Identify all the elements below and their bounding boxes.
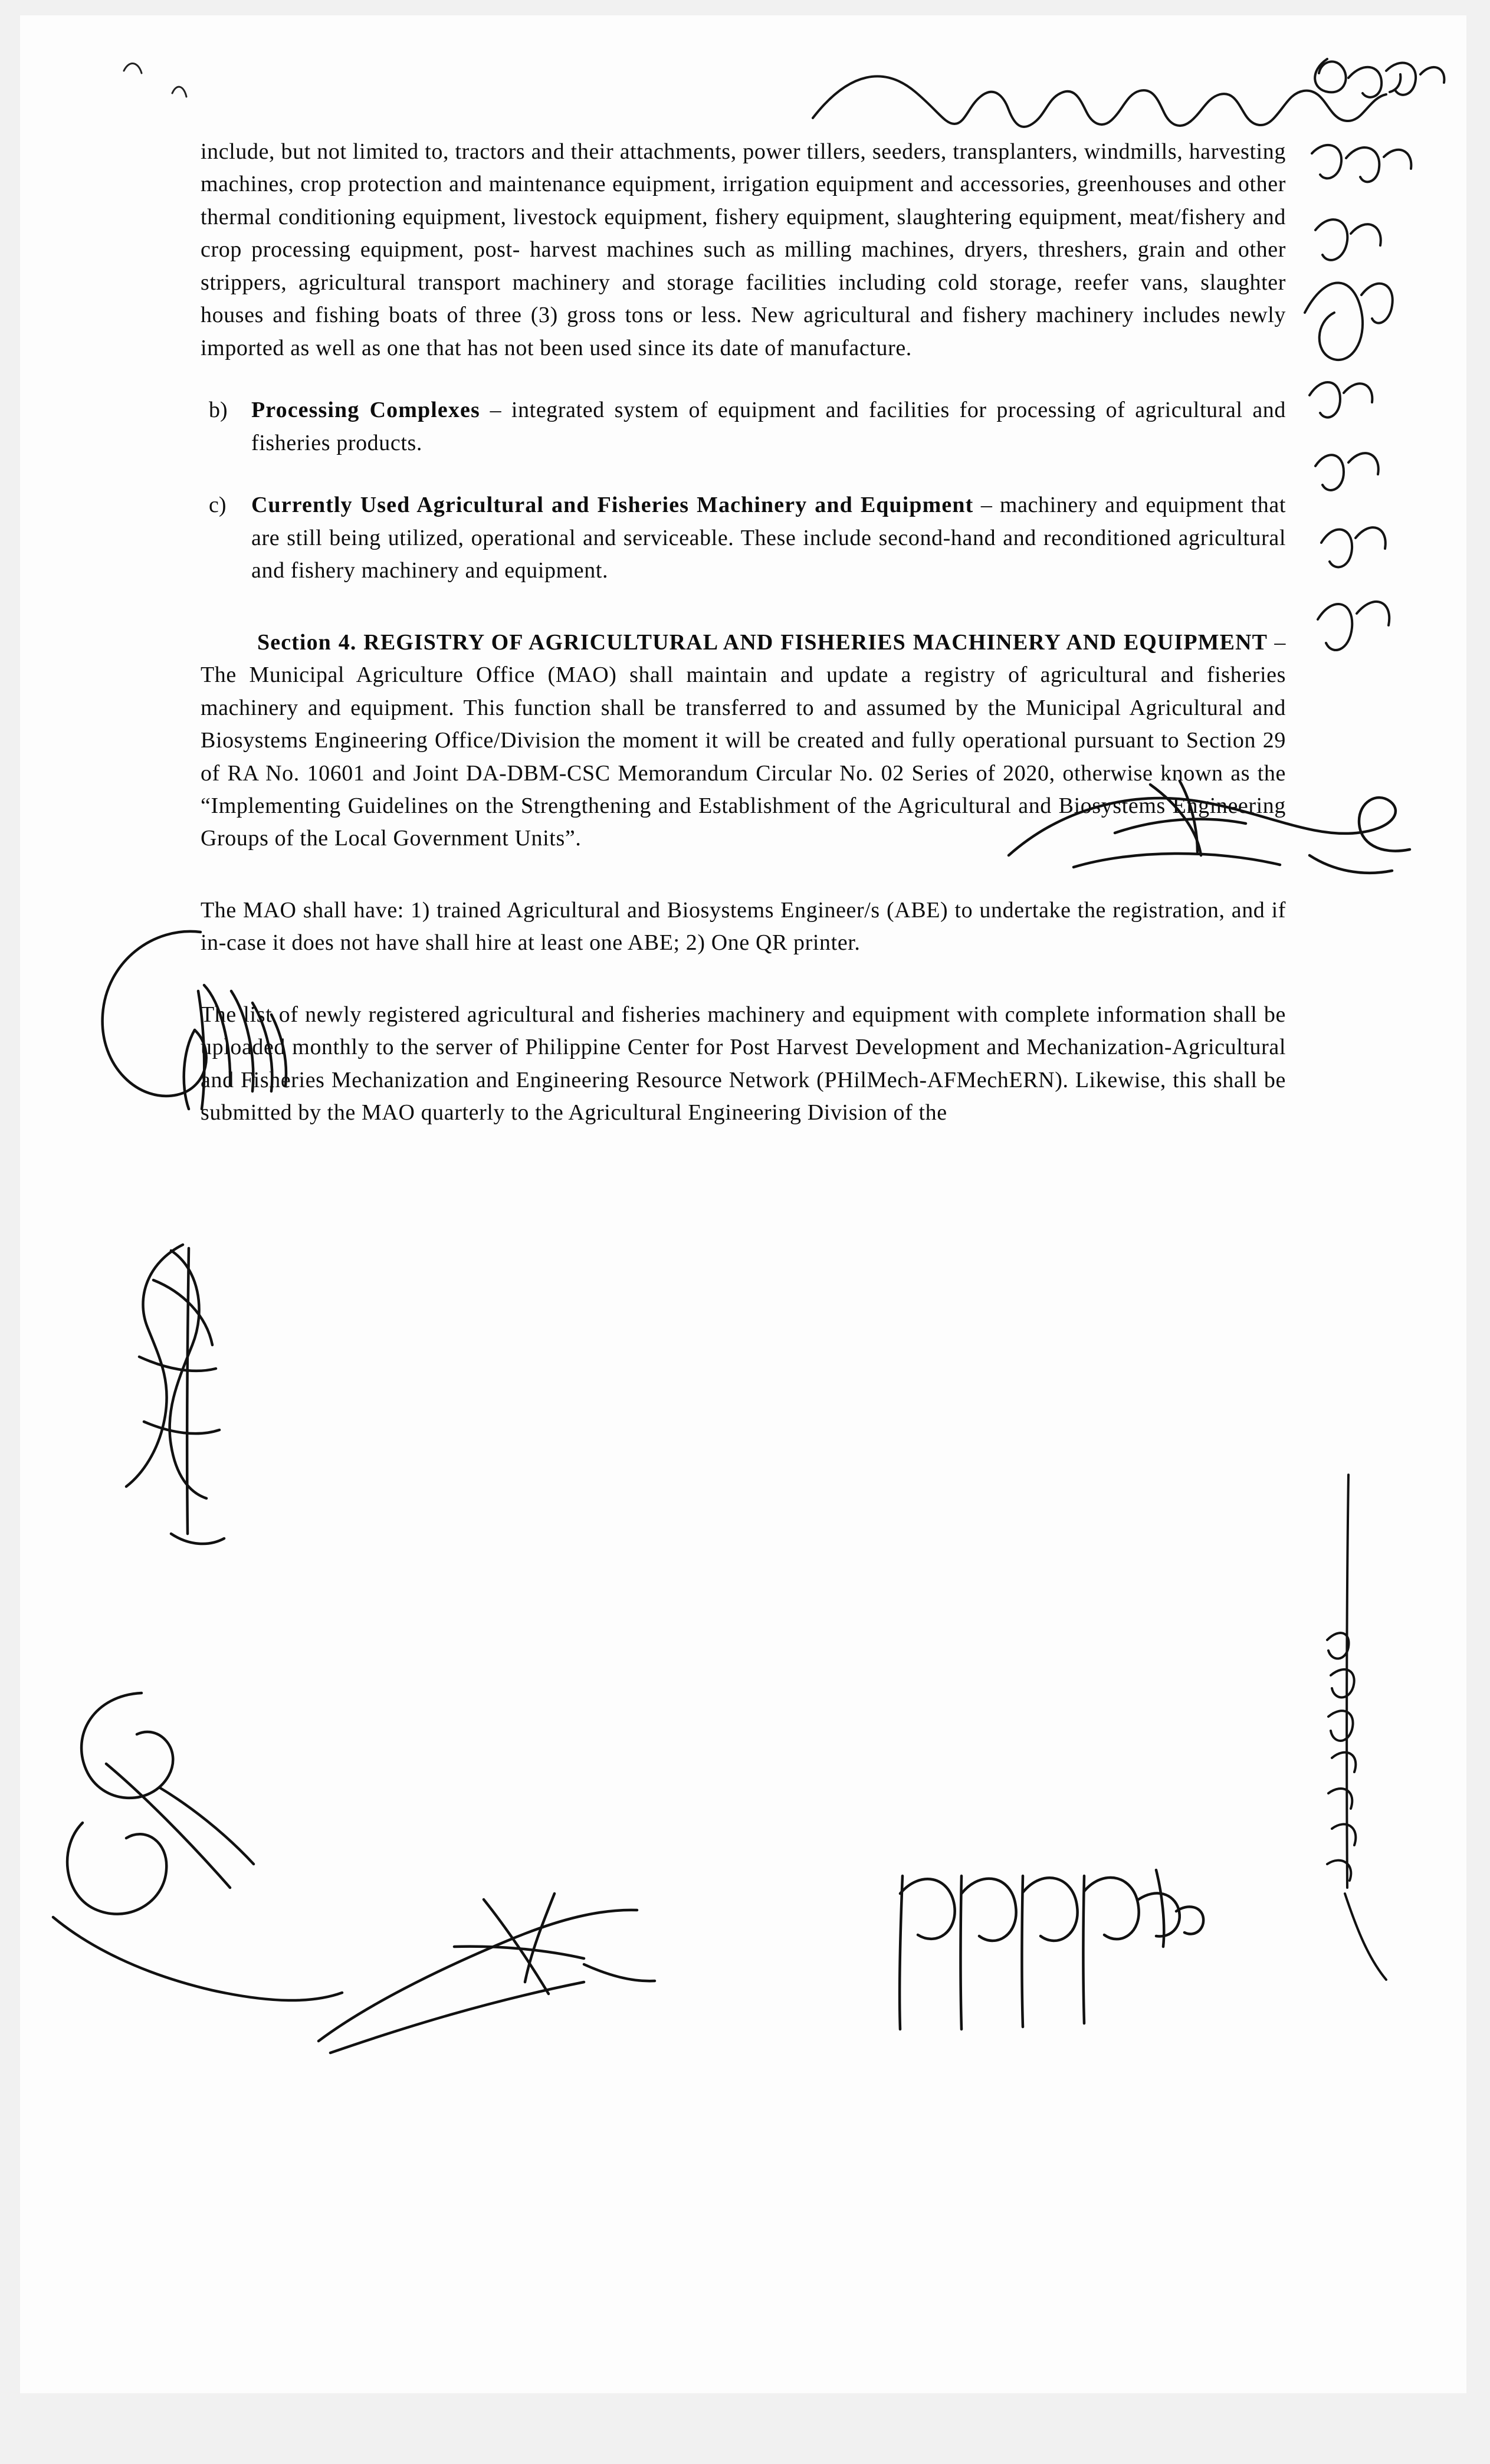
signature-bottom-left [35,1669,366,2035]
paragraph-definition-continuation: include, but not limited to, tractors and their attachments, power tillers, seeders, transplanters, windmills, harvesting machines, crop protection and maintenance equipment, irrigation equipment and accessories, greenhouses and other thermal conditioning equipment, livestock equipment, fishery equipment, slaughtering equipment, meat/fishery and crop processing equipment, post- harvest machines such as milling machines, dryers, threshers, grain and other strippers, agricultural transport machinery and storage facilities including cold storage, reefer vans, slaughter houses and fishing boats of three (3) gross tons or less. New agricultural and fishery machinery includes newly imported as well as one that has not been used since its date of manufacture. [201,139,1286,360]
section-4-paragraph-2: The MAO shall have: 1) trained Agricultural and Biosystems Engineer/s (ABE) to undertake the registration, and if in-case it does not have shall hire at least one ABE; 2) One QR printer. [201,897,1286,956]
section-4-heading: Section 4. REGISTRY OF AGRICULTURAL AND FISHERIES MACHINERY AND EQUIPMENT [257,629,1268,655]
list-item-body-c: – machinery and equipment that are still being utilized, operational and serviceable. These include second-hand and reconditioned agricultural and fishery machinery and equipment. [251,493,1286,583]
signature-right-vertical [1262,1463,1416,1994]
list-item-title-b: Processing Complexes [251,398,480,423]
scan-edge-left [0,0,20,2464]
scan-edge-top [0,0,1490,15]
list-item-text-c [251,489,1286,587]
scan-edge-bottom [0,2393,1490,2464]
list-item-text-b [251,394,1286,460]
list-marker-c: c) [209,493,227,518]
list-item [201,489,1286,587]
scan-edge-right [1466,0,1490,2464]
list-item-title-c: Currently Used Agricultural and Fisheries Machinery and Equipment [251,493,974,518]
section-4-heading-tail: –The Municipal Agriculture Office (MAO) shall maintain and update a registry of agricultural and fisheries machinery and equipment. This function shall be transferred to and assumed by the Municipal Agricultural and Biosystems Engineering Office/Division the moment it will be created and fully operational pursuant to Section 29 of RA No. 10601 and Joint DA-DBM-CSC Memorandum Circular No. 02 Series of 2020, otherwise known as the “Implementing Guidelines on the Strengthening and Establishment of the Agricultural and Biosystems Engineering Groups of the Local Government Units”. [201,629,1286,851]
signature-left-vertical [83,1227,271,1557]
section-4-paragraph [201,626,1286,855]
signature-right-name [1292,35,1457,696]
list-marker-b: b) [209,398,228,423]
list-item-body-b: – integrated system of equipment and facilities for processing of agricultural and fisheries products. [251,398,1286,455]
signature-bottom-right [879,1852,1209,2041]
signature-bottom-center [307,1876,661,2065]
section-4-paragraph-3: The list of newly registered agricultural and fisheries machinery and equipment with complete information shall be uploaded monthly to the server of Philippine Center for Post Harvest Development and Mechanization-Agricultural and Fisheries Mechanization and Engineering Resource Network (PHilMech-AFMechERN). Likewise, this shall be submitted by the MAO quarterly to the Agricultural Engineering Division of the [201,1002,1286,1126]
document-text-body [201,136,1286,1130]
list-item [201,394,1286,460]
scan-mark-top-left-icon [118,47,195,100]
